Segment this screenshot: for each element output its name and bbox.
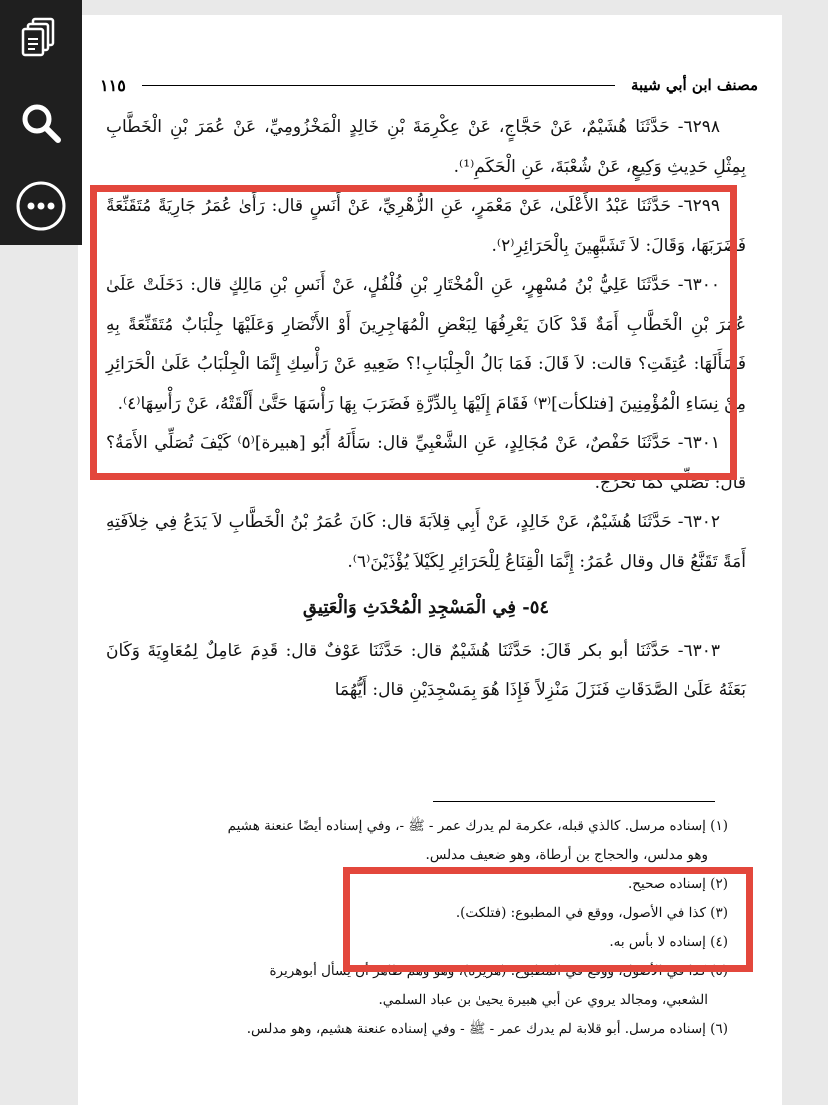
footnote-1-cont: وهو مدلس، والحجاج بن أرطاة، وهو ضعيف مدلس. bbox=[425, 847, 708, 863]
page-number: ١١٥ bbox=[100, 75, 126, 95]
hadith-6300: ٦٣٠٠- حَدَّثَنَا عَلِيُّ بْنُ مُسْهِرٍ، عَنِ الْمُخْتَارِ بْنِ فُلْفُلٍ، عَنْ أَنَسِ بْنِ مَالِكٍ قال: دَخَلَتْ عَلَىٰ عُمَرَ بْنِ الْخَطَّابِ أَمَةٌ قَدْ كَانَ يَعْرِفُهَا لِبَعْضِ الْمُهَاجِرِينَ أَوْ الأَنْصَارِ وَعَلَيْهَا جِلْبَابٌ مُتَقَنِّعَةً بِهِ فَسَأَلَهَا: عُتِقَتِ؟ قالت: لاَ قَالَ: فَمَا بَالُ الْجِلْبَابِ!؟ ضَعِيهِ عَنْ رَأْسِكِ إِنَّمَا الْجِلْبَابُ عَلَىٰ الْحَرَائِرِ مِنْ نِسَاءِ الْمُؤْمِنِينَ [فتلكأت]⁽٣⁾ فَقَامَ إِلَيْهَا بِالدِّرَّةِ فَضَرَبَ بِهَا رَأْسَهَا حَتَّىٰ أَلْقَتْهُ، عَنْ رَأْسِهَا⁽٤⁾. bbox=[106, 275, 746, 414]
footnote-2: (٢) إسناده صحيح. bbox=[628, 876, 728, 892]
footnote-6: (٦) إسناده مرسل. أبو قلابة لم يدرك عمر - ﷺ - وفي إسناده عنعنة هشيم، وهو مدلس. bbox=[246, 1021, 728, 1037]
hadith-6301: ٦٣٠١- حَدَّثَنَا حَفْصٌ، عَنْ مُجَالِدٍ، عَنِ الشَّعْبِيِّ قال: سَأَلَهُ أَبُو [هبيرة]⁽٥⁾ كَيْفَ تُصَلِّي الأَمَةُ؟ قال: تُصَلِّي كَمَا تَخْرُجُ. bbox=[106, 433, 746, 493]
viewer-toolbar bbox=[0, 0, 82, 245]
section-heading: ٥٤- فِي الْمَسْجِدِ الْمُحْدَثِ وَالْعَتِيقِ bbox=[302, 597, 550, 618]
footnote-5: (٥) كذا في الأصول، ووقع في المطبوع: (هريرة)، وهو وهم ظاهر أن يسأل أبوهريرة bbox=[269, 963, 728, 979]
search-icon[interactable] bbox=[15, 97, 67, 149]
footnotes bbox=[110, 812, 728, 1044]
page-header bbox=[100, 70, 758, 100]
page-body bbox=[106, 108, 746, 711]
hadith-6298: ٦٢٩٨- حَدَّثَنَا هُشَيْمٌ، عَنْ حَجَّاجٍ، عَنْ عِكْرِمَةَ بْنِ خَالِدٍ الْمَخْزُومِيِّ، عَنْ عُمَرَ بْنِ الْخَطَّابِ بِمِثْلِ حَدِيثِ وَكِيعٍ، عَنْ شُعْبَةَ، عَنِ الْحَكَمِ⁽¹⁾. bbox=[106, 117, 746, 177]
more-options-icon[interactable] bbox=[15, 180, 67, 232]
footnote-4: (٤) إسناده لا بأس به. bbox=[609, 934, 728, 950]
hadith-6302: ٦٣٠٢- حَدَّثَنَا هُشَيْمٌ، عَنْ خَالِدٍ، عَنْ أَبِي قِلاَبَةَ قال: كَانَ عُمَرُ بْنُ الْخَطَّابِ لاَ يَدَعُ فِي خِلاَفَتِهِ أَمَةً تَقَنَّعُ قال وقال عُمَرُ: إِنَّمَا الْقِنَاعُ لِلْحَرَائِرِ لِكَيْلاَ يُؤْذَيْنَ⁽٦⁾. bbox=[106, 512, 746, 572]
header-rule bbox=[142, 85, 615, 86]
footnote-separator bbox=[433, 801, 715, 802]
footnote-3: (٣) كذا في الأصول، ووقع في المطبوع: (فتلكت). bbox=[455, 905, 728, 921]
hadith-6299: ٦٢٩٩- حَدَّثَنَا عَبْدُ الأَعْلَىٰ، عَنْ مَعْمَرٍ، عَنِ الزُّهْرِيِّ، عَنْ أَنَسٍ قال: رَأَىٰ عُمَرُ جَارِيَةً مُتَقَنِّعَةً فَضَرَبَهَا، وَقَالَ: لاَ تَشَبَّهِينَ بِالْحَرَائِرِ⁽٢⁾. bbox=[106, 196, 746, 256]
hadith-6303: ٦٣٠٣- حَدَّثَنَا أبو بكر قَالَ: حَدَّثَنَا هُشَيْمٌ قال: حَدَّثَنَا عَوْفٌ قال: قَدِمَ عَامِلٌ لِمُعَاوِيَةَ وَكَانَ بَعَثَهُ عَلَىٰ الصَّدَقَاتِ فَنَزَلَ مَنْزِلاً فَإِذَا هُوَ بِمَسْجِدَيْنِ قال: أَيُّهُمَا bbox=[106, 640, 746, 700]
footnote-5-cont: الشعبي، ومجالد يروي عن أبي هبيرة يحيىٰ بن عباد السلمي. bbox=[378, 992, 708, 1008]
footnote-1: (١) إسناده مرسل. كالذي قبله، عكرمة لم يدرك عمر - ﷺ -، وفي إسناده أيضًا عنعنة هشيم bbox=[227, 818, 728, 834]
copy-pages-icon[interactable] bbox=[15, 12, 67, 64]
book-title: مصنف ابن أبي شيبة bbox=[630, 76, 758, 94]
viewer-background-right bbox=[782, 0, 828, 1105]
